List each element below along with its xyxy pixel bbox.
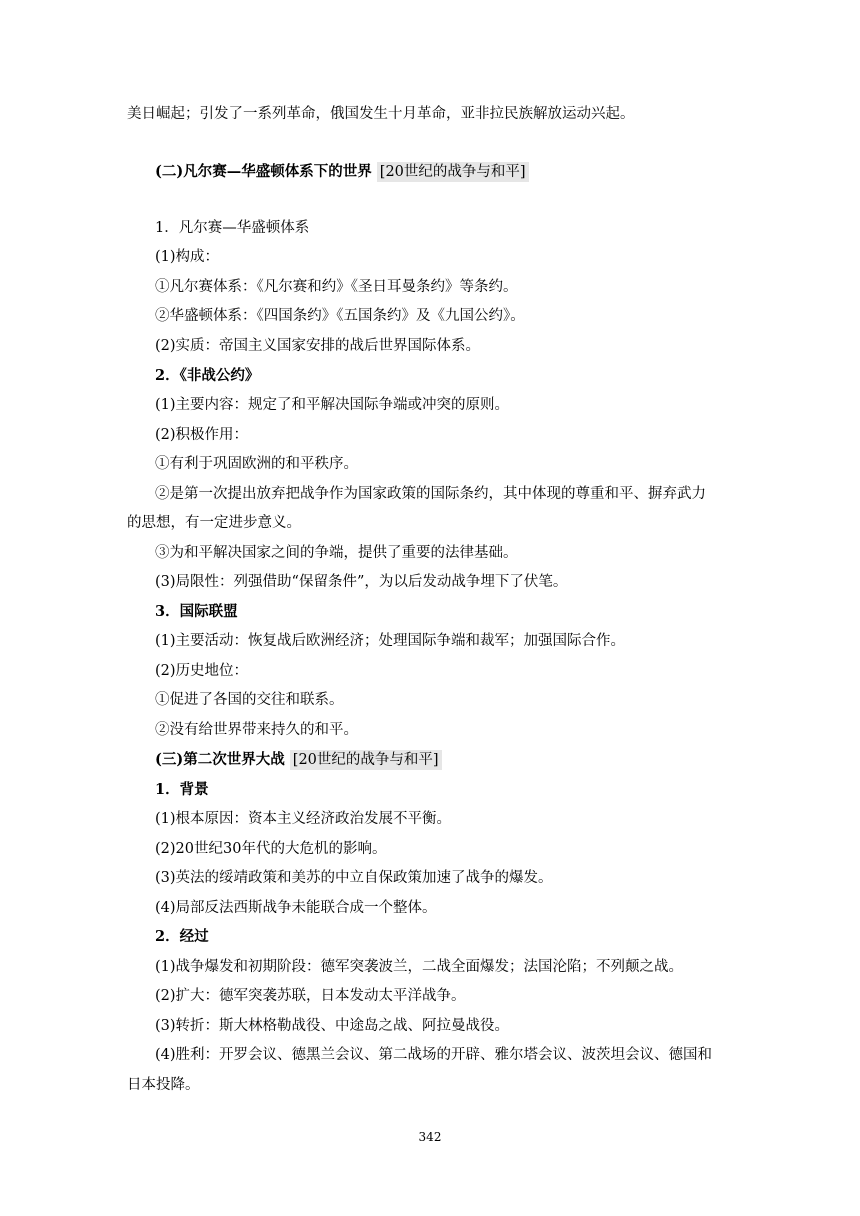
subheading: 3．国际联盟 — [155, 603, 238, 620]
paragraph-line: ②没有给世界带来持久的和平。 — [155, 722, 358, 738]
section-heading-3 — [155, 750, 442, 770]
paragraph-line: ②是第一次提出放弃把战争作为国家政策的国际条约，其中体现的尊重和平、摒弃武力 — [155, 486, 706, 502]
paragraph-line: (1)战争爆发和初期阶段：德军突袭波兰，二战全面爆发；法国沦陷；不列颠之战。 — [155, 959, 684, 975]
paragraph-line: ①促进了各国的交往和联系。 — [155, 692, 344, 708]
paragraph-line: (3)英法的绥靖政策和美苏的中立自保政策加速了战争的爆发。 — [155, 870, 553, 886]
paragraph-line: (4)局部反法西斯战争未能联合成一个整体。 — [155, 900, 437, 916]
subheading: 1．凡尔赛—华盛顿体系 — [155, 220, 310, 236]
paragraph-line: (2)扩大：德军突袭苏联，日本发动太平洋战争。 — [155, 988, 466, 1004]
paragraph-line: ①凡尔赛体系：《凡尔赛和约》《圣日耳曼条约》等条约。 — [155, 279, 518, 295]
paragraph-line: ②华盛顿体系：《四国条约》《五国条约》及《九国公约》。 — [155, 308, 525, 324]
subheading: 2．《非战公约》 — [155, 367, 260, 384]
paragraph-line: (4)胜利：开罗会议、德黑兰会议、第二战场的开辟、雅尔塔会议、波茨坦会议、德国和 — [155, 1047, 713, 1063]
paragraph-line: (1)主要活动：恢复战后欧洲经济；处理国际争端和裁军；加强国际合作。 — [155, 633, 626, 649]
paragraph-line: ③为和平解决国家之间的争端，提供了重要的法律基础。 — [155, 545, 518, 561]
paragraph-line: 的思想，有一定进步意义。 — [127, 515, 301, 531]
paragraph-line: ①有利于巩固欧洲的和平秩序。 — [155, 456, 358, 472]
section-title: (三)第二次世界大战 — [155, 751, 285, 768]
paragraph-line: (2)20世纪30年代的大危机的影响。 — [155, 841, 387, 857]
paragraph-line: (1)主要内容：规定了和平解决国际争端或冲突的原则。 — [155, 397, 510, 413]
section-heading-2 — [155, 162, 529, 182]
subheading: 2．经过 — [155, 928, 209, 945]
paragraph-line: (2)积极作用： — [155, 427, 249, 443]
topic-tag: [20世纪的战争与和平] — [377, 162, 529, 182]
paragraph-line: 日本投降。 — [127, 1077, 200, 1093]
subheading: 1．背景 — [155, 781, 209, 798]
paragraph-line: (1)根本原因：资本主义经济政治发展不平衡。 — [155, 811, 452, 827]
section-title: (二)凡尔赛—华盛顿体系下的世界 — [155, 163, 372, 180]
paragraph-line: (3)局限性：列强借助“保留条件”，为以后发动战争埋下了伏笔。 — [155, 574, 568, 590]
paragraph-line: (1)构成： — [155, 249, 220, 265]
paragraph-line: (2)历史地位： — [155, 663, 249, 679]
paragraph-line: (3)转折：斯大林格勒战役、中途岛之战、阿拉曼战役。 — [155, 1018, 510, 1034]
paragraph-line: (2)实质：帝国主义国家安排的战后世界国际体系。 — [155, 338, 481, 354]
page-number: 342 — [418, 1130, 442, 1144]
topic-tag: [20世纪的战争与和平] — [290, 750, 442, 770]
paragraph-line: 美日崛起；引发了一系列革命，俄国发生十月革命，亚非拉民族解放运动兴起。 — [127, 106, 635, 122]
